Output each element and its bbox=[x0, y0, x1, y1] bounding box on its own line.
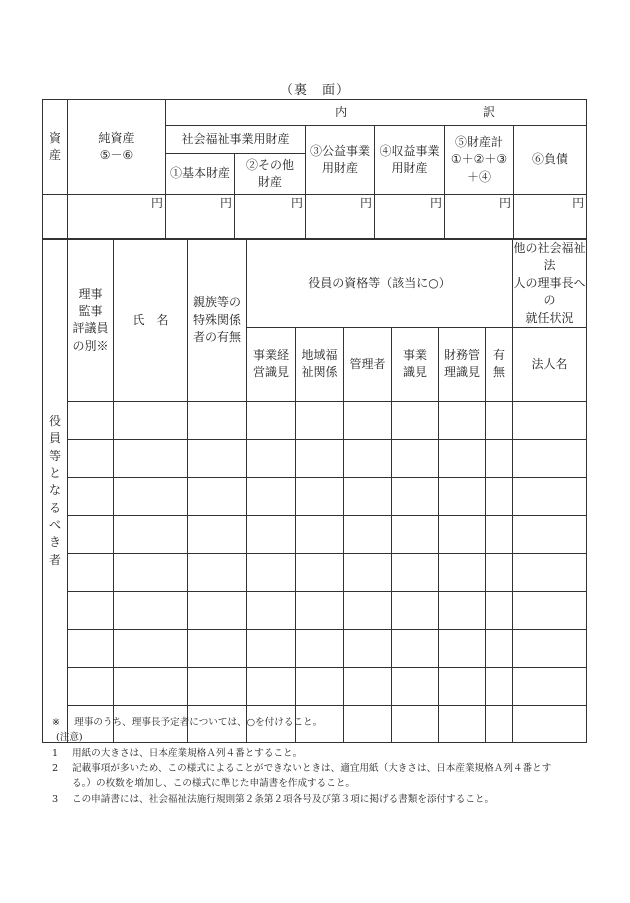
public-property-yen: 円 bbox=[306, 195, 375, 239]
name-header: 氏 名 bbox=[114, 240, 188, 402]
qualification-manager: 管理者 bbox=[344, 327, 392, 401]
note-item-2: 2 記載事項が多いため、この様式によることができないときは、適宜用紙（大きさは、日本産業規格Ａ列４番とす bbox=[52, 763, 552, 775]
liabilities-header: ⑥負債 bbox=[514, 126, 587, 195]
other-property-yen: 円 bbox=[235, 195, 306, 239]
other-property-header: ②その他 財産 bbox=[235, 154, 306, 195]
assets-table bbox=[42, 99, 587, 239]
assets-side-label: 資 産 bbox=[43, 100, 68, 195]
other-chair-header: 他の社会福祉法 人の理事長への 就任状況 bbox=[513, 240, 587, 328]
basic-property-header: ①基本財産 bbox=[166, 154, 235, 195]
profit-property-yen: 円 bbox=[375, 195, 445, 239]
caution-title: (注意) bbox=[56, 732, 83, 744]
breakdown-header: 内 訳 bbox=[166, 100, 587, 126]
profit-property-header: ④収益事業 用財産 bbox=[375, 126, 445, 195]
asterisk-note: ※ 理事のうち、理事長予定者については、○を付けること。 bbox=[52, 717, 323, 728]
relatives-header: 親族等の 特殊関係 者の有無 bbox=[188, 240, 247, 402]
qualification-business-insight: 事業 識見 bbox=[392, 327, 439, 401]
property-total-yen: 円 bbox=[445, 195, 514, 239]
welfare-property-header: 社会福祉事業用財産 bbox=[166, 126, 306, 154]
note-item-1: 1 用紙の大きさは、日本産業規格Ａ列４番とすること。 bbox=[52, 747, 303, 759]
basic-property-yen: 円 bbox=[166, 195, 235, 239]
public-property-header: ③公益事業 用財産 bbox=[306, 126, 375, 195]
table-row bbox=[43, 401, 587, 439]
table-row bbox=[43, 477, 587, 515]
officers-table bbox=[42, 239, 587, 743]
asterisk-mark: ※ bbox=[52, 717, 61, 728]
liabilities-yen: 円 bbox=[514, 195, 587, 239]
table-row bbox=[43, 515, 587, 553]
table-row bbox=[43, 591, 587, 629]
qualification-financial-management: 財務管 理識見 bbox=[439, 327, 486, 401]
net-assets-header: 純資産 ⑤－⑥ bbox=[68, 100, 166, 195]
table-row bbox=[43, 553, 587, 591]
qualification-header: 役員の資格等（該当に○） bbox=[247, 240, 513, 328]
officers-side-label: 役 員 等 と な る べ き 者 bbox=[43, 240, 68, 743]
qualification-business-management: 事業経 営識見 bbox=[247, 327, 296, 401]
assets-side-label-empty bbox=[43, 195, 68, 239]
net-assets-yen: 円 bbox=[68, 195, 166, 239]
table-row bbox=[43, 629, 587, 667]
page-title: （裏 面） bbox=[279, 83, 350, 98]
corporation-name-header: 法人名 bbox=[513, 327, 587, 401]
table-row bbox=[43, 439, 587, 477]
notes-section bbox=[52, 715, 592, 807]
role-header: 理事 監事 評議員 の別※ bbox=[68, 240, 114, 402]
table-row bbox=[43, 667, 587, 705]
qualification-community-welfare: 地域福 祉関係 bbox=[296, 327, 344, 401]
note-item-3: 3 この申請書には、社会福祉法施行規則第２条第２項各号及び第３項に掲げる書類を添付すること。 bbox=[52, 793, 495, 805]
note-item-2-continued: る。）の枚数を増加し、この様式に準じた申請書を作成すること。 bbox=[72, 778, 356, 790]
property-total-header: ⑤財産計 ①＋②＋③ ＋④ bbox=[445, 126, 514, 195]
presence-header: 有 無 bbox=[486, 327, 513, 401]
